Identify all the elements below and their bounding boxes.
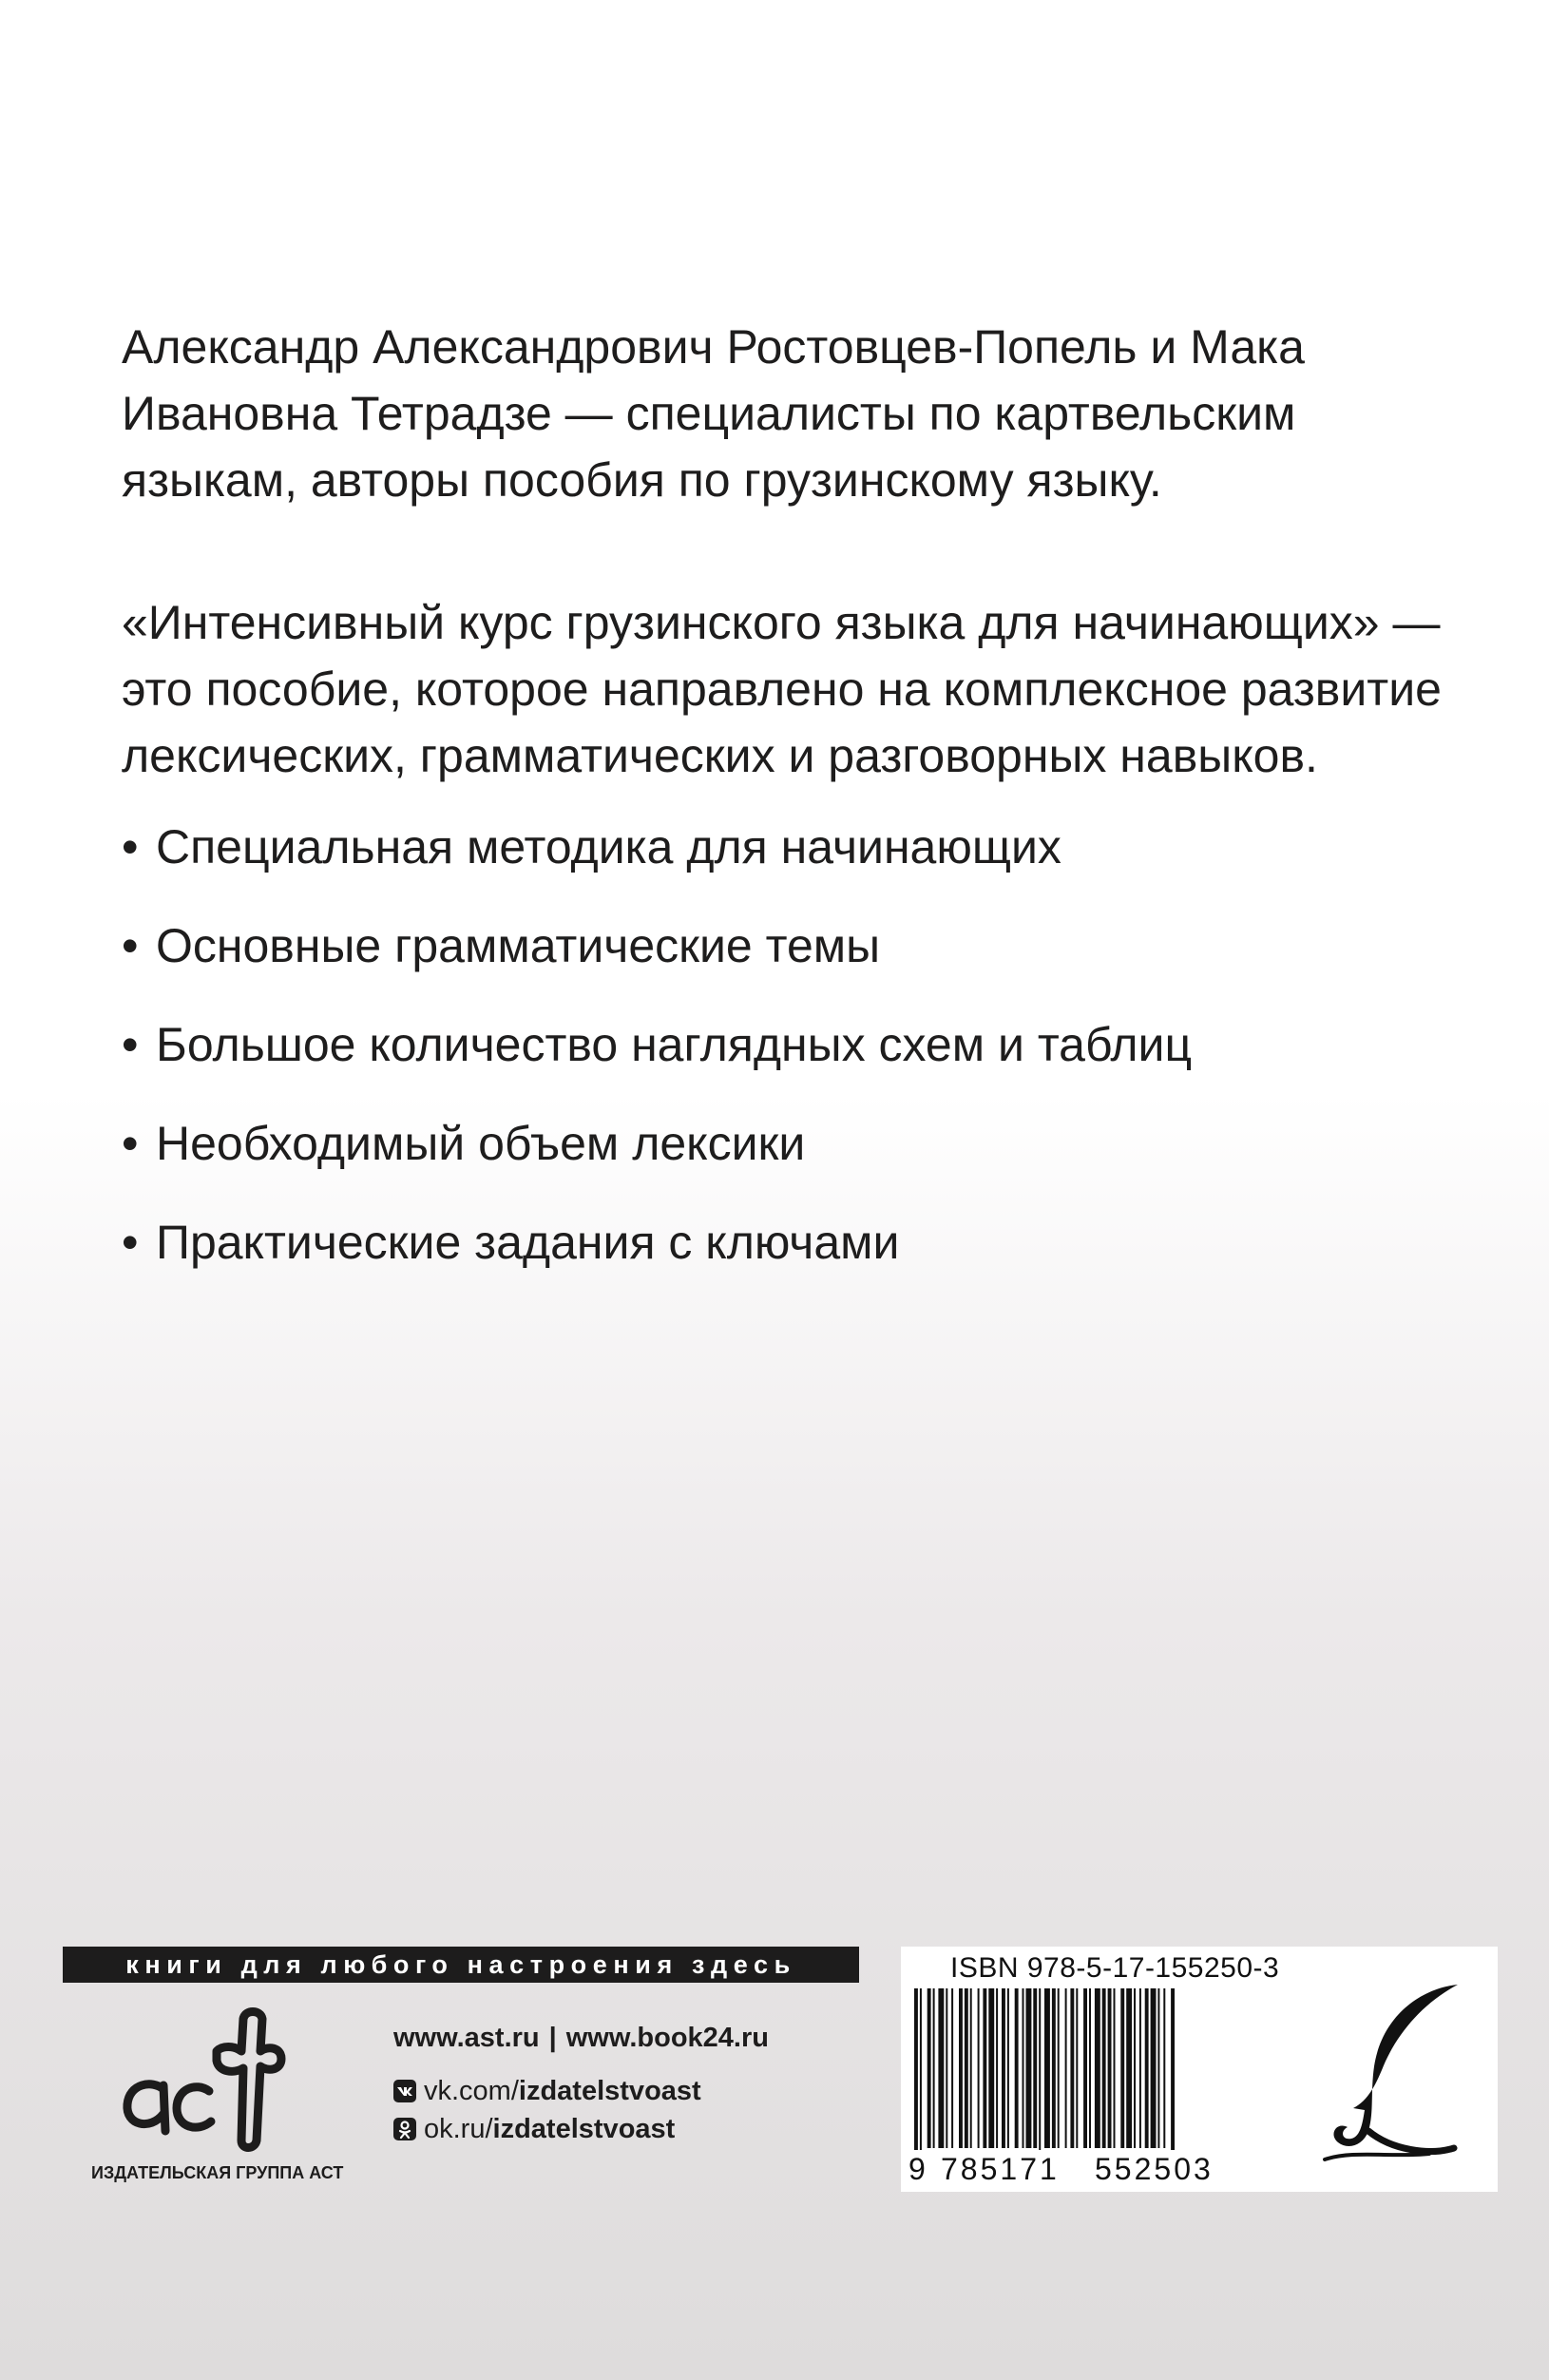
bullet-icon: • [122,919,139,972]
barcode-bar [1007,1988,1009,2148]
publisher-slogan: книги для любого настроения здесь [63,1947,859,1983]
barcode-bar [1126,1988,1132,2148]
barcode-bar [920,1988,922,2159]
barcode-bar [1120,1988,1124,2148]
barcode-bar [1044,1988,1050,2148]
book24-site-link[interactable]: www.book24.ru [565,2023,769,2053]
publisher-group-name: ИЗДАТЕЛЬСКАЯ ГРУППА АСТ [91,2163,344,2182]
barcode-bar [988,1988,994,2148]
authors-paragraph: Александр Александрович Ростовцев-Попель и Мака Ивановна Тетрадзе — специалисты по картвельским языкам, авторы пособия по грузинскому языку. [122,320,1305,507]
barcode-bar [1002,1988,1005,2148]
barcode-bar [959,1988,963,2148]
isbn-label: ISBN 978-5-17-155250-3 [950,1952,1280,1984]
barcode-bar [1026,1988,1032,2148]
barcode-bar [1070,1988,1074,2148]
website-links [393,2019,769,2072]
quill-logo-icon [1315,1979,1467,2169]
feature-item [122,814,1192,912]
vk-handle: izdatelstvoast [518,2076,701,2106]
ok-icon [393,2118,416,2140]
barcode-bar [914,1988,918,2159]
bullet-icon: • [122,1018,139,1071]
feature-item [122,1110,1192,1209]
barcode-bar [1065,1988,1067,2148]
ok-handle: izdatelstvoast [492,2114,676,2144]
barcode-bar [1139,1988,1141,2148]
barcode-bar [1171,1988,1175,2159]
bullet-icon: • [122,820,139,873]
feature-text: Большое количество наглядных схем и таблиц [156,1018,1193,1071]
ast-site-link[interactable]: www.ast.ru [393,2023,540,2053]
barcode-bar [978,1988,980,2148]
vk-link[interactable] [393,2072,769,2110]
feature-text: Основные грамматические темы [156,919,881,972]
feature-text: Необходимый объем лексики [156,1117,806,1170]
barcode-bar [1076,1988,1078,2148]
feature-text: Специальная методика для начинающих [156,820,1061,873]
barcode-bar [1108,1988,1112,2148]
barcode-bar [970,1988,972,2148]
description-paragraph: «Интенсивный курс грузинского языка для начинающих» — это пособие, которое направлено на комплексное развитие лексических, грамматических и разговорных навыков. [122,596,1442,782]
barcode-digit-lead: 9 [908,2152,926,2186]
barcode-bar [965,1988,968,2148]
barcode-bar [946,1988,947,2148]
bullet-icon: • [122,1216,139,1269]
barcode-digits [908,2150,1251,2188]
barcode-digits-left: 785171 [941,2152,1060,2186]
feature-list [122,814,1192,1308]
barcode-bar [938,1988,944,2148]
ok-link[interactable] [393,2110,769,2148]
barcode-bar [1058,1988,1060,2148]
barcode-bar [1039,1988,1041,2159]
barcode-bar [951,1988,953,2148]
publisher-links [393,2019,769,2148]
barcode-bar [927,1988,931,2148]
barcode-icon [908,1988,1239,2159]
feature-item [122,1011,1192,1110]
barcode-bar [1145,1988,1149,2148]
barcode-bar [1083,1988,1087,2148]
barcode-bar [1015,1988,1019,2148]
barcode-bar [1114,1988,1116,2148]
barcode-bar [1095,1988,1100,2148]
isbn-panel [901,1947,1498,2192]
barcode-bar [1134,1988,1136,2148]
barcode-bar [933,1988,935,2148]
barcode-bar [1102,1988,1106,2148]
barcode-digits-right: 552503 [1095,2152,1214,2186]
barcode-bar [996,1988,998,2148]
ok-prefix: ok.ru/ [424,2114,493,2144]
barcode-bar [1089,1988,1091,2148]
barcode-bar [1151,1988,1157,2148]
barcode-bar [1033,1988,1037,2148]
feature-text: Практические задания с ключами [156,1216,900,1269]
ast-logo-icon [118,2007,289,2152]
feature-item [122,1209,1192,1308]
vk-prefix: vk.com/ [424,2076,519,2106]
barcode-bar [1052,1988,1056,2148]
bullet-icon: • [122,1117,139,1170]
barcode-bar [983,1988,986,2148]
barcode-bar [1157,1988,1159,2148]
barcode-bar [1023,1988,1024,2148]
feature-item [122,912,1192,1011]
link-separator: | [548,2023,557,2053]
barcode-bar [1163,1988,1165,2148]
vk-icon [393,2080,416,2102]
